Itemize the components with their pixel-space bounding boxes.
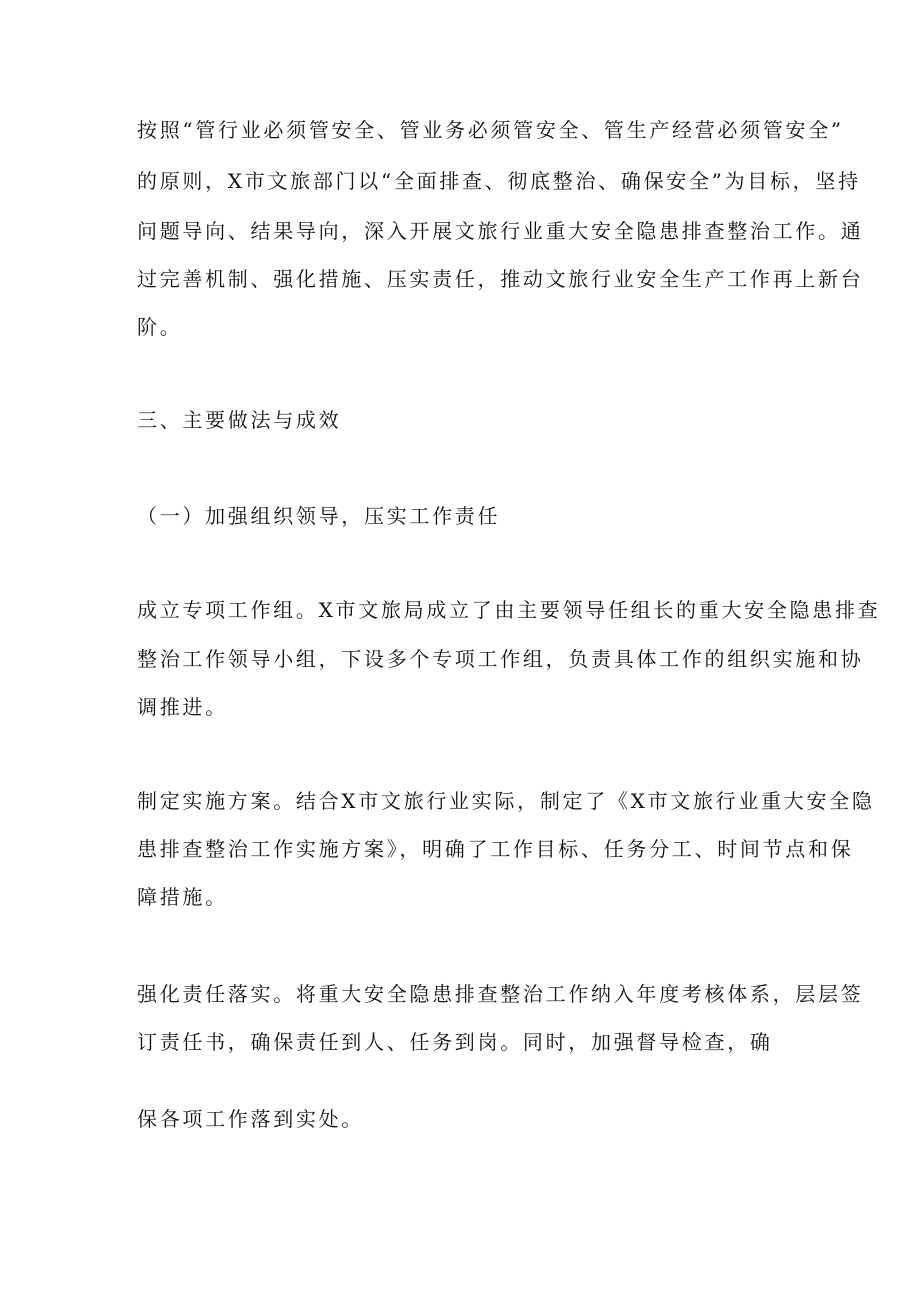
paragraph-2-line-3: 调推进。: [137, 695, 228, 719]
paragraph-4-line-3: 保各项工作落到实处。: [137, 1107, 364, 1131]
paragraph-4-line-2: 订责任书，确保责任到人、任务到岗。同时，加强督导检查，确: [137, 1030, 773, 1054]
paragraph-1-line-1: 按照“管行业必须管安全、管业务必须管安全、管生产经营必须管安全”: [137, 118, 844, 142]
paragraph-1-line-2: 的原则，X市文旅部门以“全面排查、彻底整治、确保安全”为目标，坚持: [137, 169, 861, 193]
subsection-heading: （一）加强组织领导，压实工作责任: [137, 504, 501, 528]
section-heading: 三、主要做法与成效: [137, 408, 342, 432]
paragraph-1-line-3: 问题导向、结果导向，深入开展文旅行业重大安全隐患排查整治工作。通: [137, 219, 864, 243]
paragraph-2-line-1: 成立专项工作组。X市文旅局成立了由主要领导任组长的重大安全隐患排查: [137, 598, 881, 622]
paragraph-1-line-5: 阶。: [137, 315, 183, 339]
paragraph-2-line-2: 整治工作领导小组，下设多个专项工作组，负责具体工作的组织实施和协: [137, 647, 864, 671]
paragraph-3-line-3: 障措施。: [137, 885, 228, 909]
paragraph-4-line-1: 强化责任落实。将重大安全隐患排查整治工作纳入年度考核体系，层层签: [137, 982, 864, 1006]
paragraph-3-line-2: 患排查整治工作实施方案》，明确了工作目标、任务分工、时间节点和保: [137, 837, 854, 861]
paragraph-1-line-4: 过完善机制、强化措施、压实责任，推动文旅行业安全生产工作再上新台: [137, 267, 864, 291]
paragraph-3-line-1: 制定实施方案。结合X市文旅行业实际，制定了《X市文旅行业重大安全隐: [137, 789, 875, 813]
